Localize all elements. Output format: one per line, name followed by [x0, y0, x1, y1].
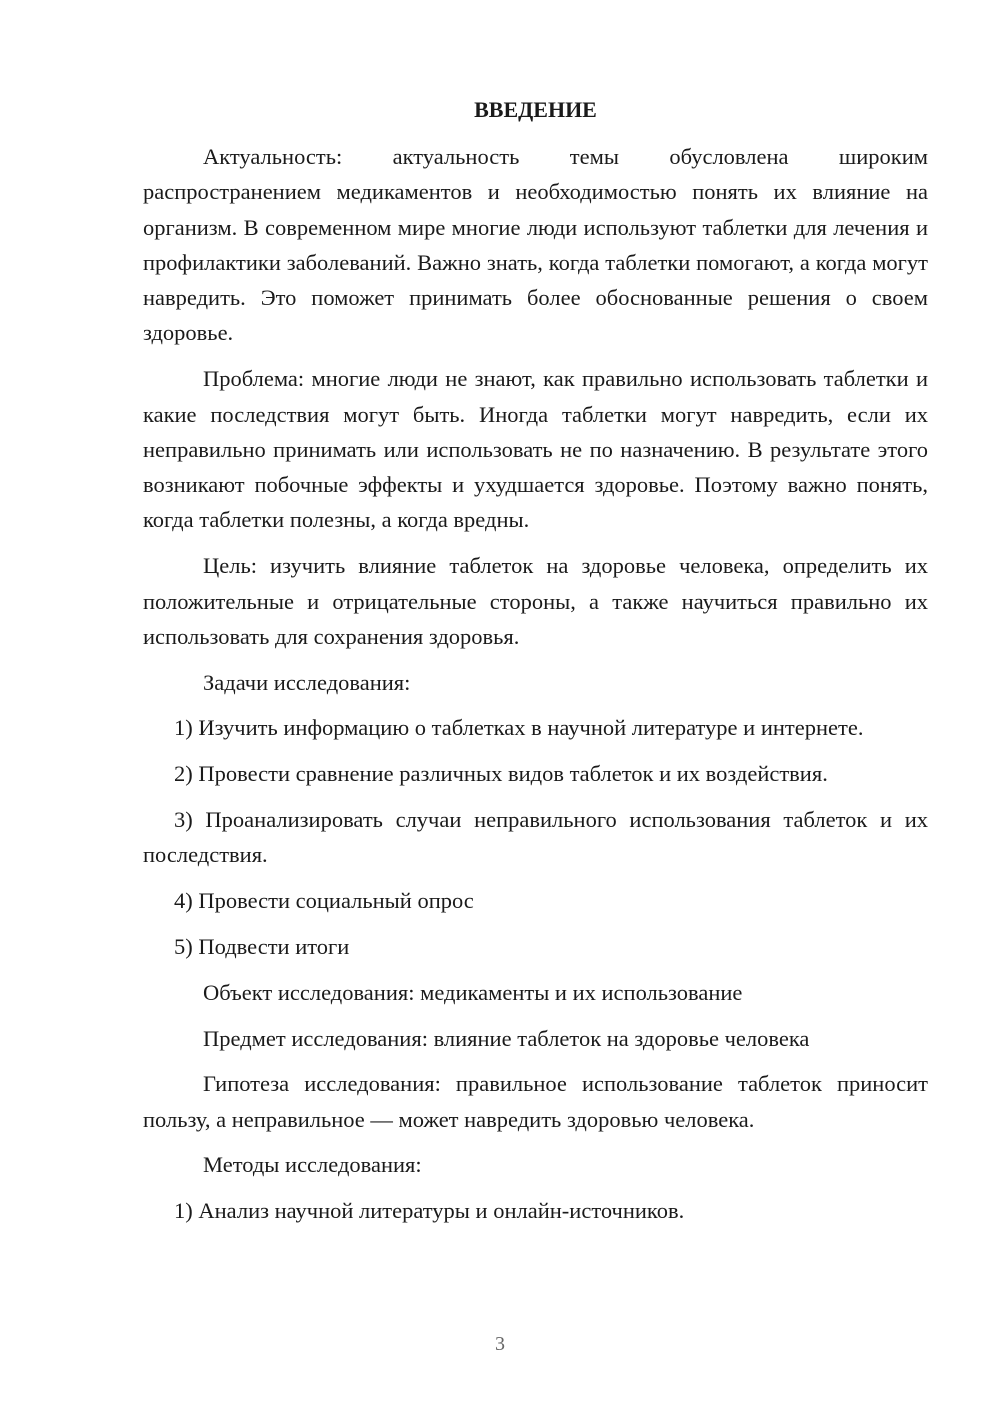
list-item-task-2: 2) Провести сравнение различных видов таблеток и их воздействия.	[174, 761, 828, 787]
paragraph-methods-heading: Методы исследования:	[203, 1152, 422, 1178]
paragraph-hypothesis: Гипотеза исследования: правильное использование таблеток приносит пользу, а неправильное — может навредить здоровью человека.	[143, 1071, 928, 1132]
list-item-task-5: 5) Подвести итоги	[174, 933, 350, 959]
paragraph-relevance: Актуальность: актуальность темы обусловлена широким распространением медикаментов и необходимостью понять их влияние на организм. В современном мире многие люди используют таблетки для лечения и профилактики заболеваний. Важно знать, когда таблетки помогают, а когда могут навредить. Это поможет принимать более обоснованные решения о своем здоровье.	[143, 144, 928, 346]
list-item-task-3: 3) Проанализировать случаи неправильного использования таблеток и их последствия.	[143, 807, 928, 868]
paragraph-goal: Цель: изучить влияние таблеток на здоровье человека, определить их положительные и отрицательные стороны, а также научиться правильно их использовать для сохранения здоровья.	[143, 553, 928, 649]
page-title: ВВЕДЕНИЕ	[474, 97, 597, 122]
list-item-method-1: 1) Анализ научной литературы и онлайн-источников.	[174, 1198, 685, 1224]
paragraph-object: Объект исследования: медикаменты и их использование	[203, 979, 743, 1005]
paragraph-subject: Предмет исследования: влияние таблеток на здоровье человека	[203, 1025, 810, 1051]
list-item-task-4: 4) Провести социальный опрос	[174, 888, 474, 914]
paragraph-problem: Проблема: многие люди не знают, как правильно использовать таблетки и какие последствия могут быть. Иногда таблетки могут навредить, если их неправильно принимать или использовать не по назначению. В результате этого возникают побочные эффекты и ухудшается здоровье. Поэтому важно понять, когда таблетки полезны, а когда вредны.	[143, 366, 928, 533]
paragraph-tasks-heading: Задачи исследования:	[203, 669, 411, 695]
document-page	[143, 92, 928, 1229]
list-item-task-1: 1) Изучить информацию о таблетках в научной литературе и интернете.	[174, 715, 864, 741]
page-number: 3	[495, 1333, 505, 1355]
